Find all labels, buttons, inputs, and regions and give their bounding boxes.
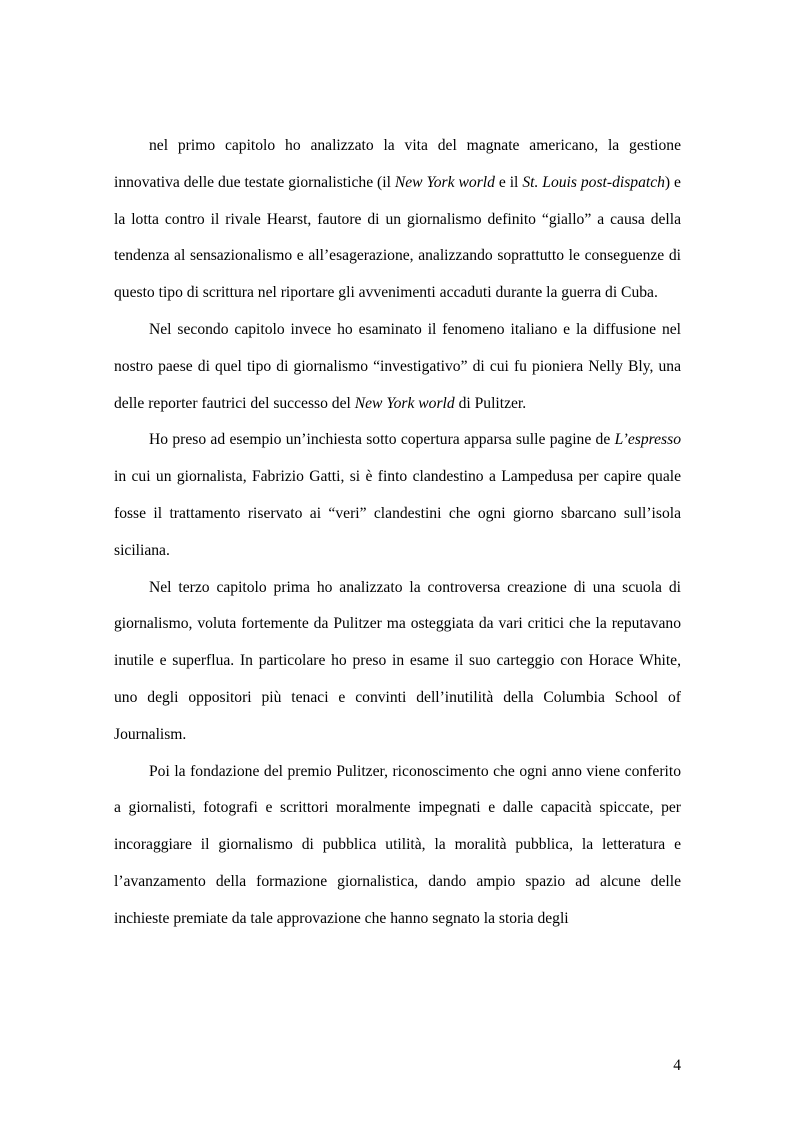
paragraph-5 [114,754,681,938]
paragraph-3 [114,422,681,569]
text-run: Nel secondo capitolo invece ho esaminato il fenomeno italiano e la diffusione nel nostro paese di quel tipo di giornalismo “investigativo” di cui fu pioniera Nelly Bly, una delle reporter fautrici del successo del [114,320,681,412]
paragraph-4 [114,570,681,754]
text-run: e il [494,173,523,191]
text-run: Nel terzo capitolo prima ho analizzato la controversa creazione di una scuola di giornalismo, voluta fortemente da Pulitzer ma osteggiata da vari critici che la reputavano inutile e superflua. In particolare ho preso in esame il suo carteggio con Horace White, uno degli oppositori più tenaci e convinti dell’inutilità della Columbia School of Journalism. [114,578,681,743]
paragraph-2 [114,312,681,422]
text-run: di Pulitzer. [454,394,527,412]
paragraph-1 [114,128,681,312]
text-run: ) e la lotta contro il rivale Hearst, fautore di un giornalismo definito “giallo” a causa della tendenza al sensazionalismo e all’esagerazione, analizzando soprattutto le conseguenze di questo tipo di scrittura nel riportare gli avvenimenti accaduti durante la guerra di Cuba. [114,173,681,302]
text-run: in cui un giornalista, Fabrizio Gatti, si è finto clandestino a Lampedusa per capire quale fosse il trattamento riservato ai “veri” clandestini che ogni giorno sbarcano sull’isola siciliana. [114,468,681,559]
italic-title-text: New York world [354,394,455,412]
text-run: nel primo capitolo ho analizzato la vita del magnate americano, la gestione innovativa delle due testate giornalistiche (il [114,137,681,191]
italic-title-text: New York world [394,173,495,191]
page-number: 4 [673,1057,681,1074]
italic-title-text: L’espresso [614,431,681,449]
text-run: Ho preso ad esempio un’inchiesta sotto copertura apparsa sulle pagine de [149,431,615,449]
italic-title-text: St. Louis post-dispatch [522,173,665,191]
body-text [114,128,681,938]
text-run: Poi la fondazione del premio Pulitzer, riconoscimento che ogni anno viene conferito a giornalisti, fotografi e scrittori moralmente impegnati e dalle capacità spiccate, per incoraggiare il giornalismo di pubblica utilità, la moralità pubblica, la letteratura e l’avanzamento della formazione giornalistica, dando ampio spazio ad alcune delle inchieste premiate da tale approvazione che hanno segnato la storia degli [114,762,681,927]
